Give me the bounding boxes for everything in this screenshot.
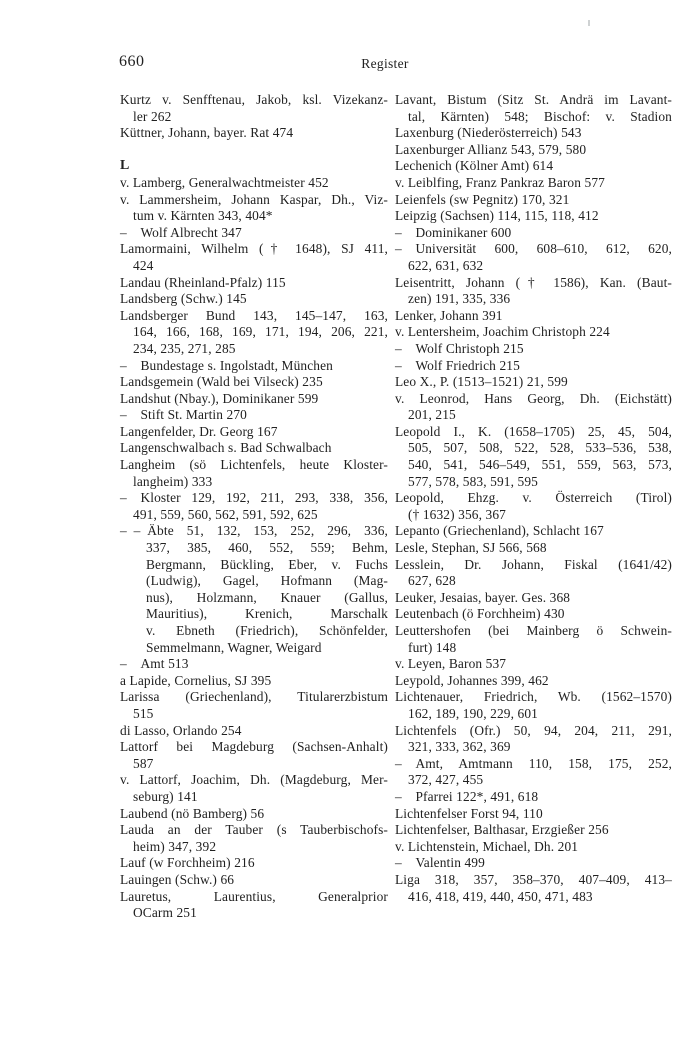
index-line: Larissa (Griechenland), Titularerzbistum	[120, 689, 388, 705]
index-line: Lattorf bei Magdeburg (Sachsen-Anhalt)	[120, 739, 388, 755]
index-line: Lepanto (Griechenland), Schlacht 167	[395, 523, 604, 539]
index-line: zen) 191, 335, 336	[408, 291, 511, 307]
index-line: Lauf (w Forchheim) 216	[120, 855, 255, 871]
index-line: – Universität 600, 608–610, 612, 620,	[395, 241, 672, 257]
index-line: Lichtenfelser, Balthasar, Erzgießer 256	[395, 822, 609, 838]
index-line: 622, 631, 632	[408, 257, 484, 273]
index-line: 515	[133, 705, 154, 721]
index-line: di Lasso, Orlando 254	[120, 722, 242, 738]
index-line: L	[120, 158, 130, 174]
index-line: Leutenbach (ö Forchheim) 430	[395, 606, 565, 622]
index-line: – Valentin 499	[395, 855, 485, 871]
index-line: Lenker, Johann 391	[395, 307, 503, 323]
index-line: v. Lamberg, Generalwachtmeister 452	[120, 174, 329, 190]
index-line: Landshut (Nbay.), Dominikaner 599	[120, 390, 319, 406]
index-line: – Bundestage s. Ingolstadt, München	[120, 357, 333, 373]
index-line: Leopold I., K. (1658–1705) 25, 45, 504,	[395, 423, 672, 439]
index-line: Lauingen (Schw.) 66	[120, 871, 235, 887]
index-line: Leo X., P. (1513–1521) 21, 599	[395, 374, 568, 390]
index-line: – Stift St. Martin 270	[120, 407, 248, 423]
index-line: Lichtenfels (Ofr.) 50, 94, 204, 211, 291,	[395, 722, 672, 738]
index-line: 372, 427, 455	[408, 772, 484, 788]
index-line: Lechenich (Kölner Amt) 614	[395, 158, 554, 174]
index-line: Lamormaini, Wilhelm († 1648), SJ 411,	[120, 241, 388, 257]
index-line: Leypold, Johannes 399, 462	[395, 672, 549, 688]
index-line: – Amt 513	[120, 656, 189, 672]
index-line: v. Leonrod, Hans Georg, Dh. (Eichstätt)	[395, 390, 672, 406]
index-line: Lavant, Bistum (Sitz St. Andrä im Lavant-	[395, 92, 672, 107]
index-line: v. Lammersheim, Johann Kaspar, Dh., Viz-	[120, 191, 388, 207]
index-line: Küttner, Johann, bayer. Rat 474	[120, 125, 294, 141]
index-line: heim) 347, 392	[133, 838, 217, 854]
index-line: – Dominikaner 600	[395, 224, 512, 240]
index-line: 234, 235, 271, 285	[133, 340, 236, 356]
index-line: v. Lattorf, Joachim, Dh. (Magdeburg, Mer-	[120, 772, 388, 788]
index-line: Lauretus, Laurentius, Generalprior	[120, 888, 388, 904]
index-line: – – Äbte 51, 132, 153, 252, 296, 336,	[120, 523, 388, 539]
index-line: Lauda an der Tauber (s Tauberbischofs-	[120, 822, 388, 838]
index-line: Kurtz v. Senfftenau, Jakob, ksl. Vizekanz-	[120, 92, 388, 107]
index-line: – Wolf Christoph 215	[395, 340, 524, 356]
index-line: Laubend (nö Bamberg) 56	[120, 805, 265, 821]
index-line: Leipzig (Sachsen) 114, 115, 118, 412	[395, 208, 599, 224]
index-line: 416, 418, 419, 440, 450, 471, 483	[408, 888, 593, 904]
index-line: Leisentritt, Johann († 1586), Kan. (Baut-	[395, 274, 672, 290]
index-line: 337, 385, 460, 552, 559; Behm,	[146, 540, 388, 556]
index-line: (Ludwig), Gagel, Hofmann (Mag-	[146, 573, 388, 589]
index-line: Leuker, Jesaias, bayer. Ges. 368	[395, 589, 571, 605]
index-line: Lesslein, Dr. Johann, Fiskal (1641/42)	[395, 556, 672, 572]
index-line: furt) 148	[408, 639, 457, 655]
index-line: tum v. Kärnten 343, 404*	[133, 208, 273, 224]
index-line: Lesle, Stephan, SJ 566, 568	[395, 540, 547, 556]
index-line: 577, 578, 583, 591, 595	[408, 473, 538, 489]
index-line: Liga 318, 357, 358–370, 407–409, 413–	[395, 871, 672, 887]
index-line: Leuttershofen (bei Mainberg ö Schwein-	[395, 623, 672, 638]
index-line: Landsberger Bund 143, 145–147, 163,	[120, 307, 388, 323]
index-line: v. Leyen, Baron 537	[395, 656, 507, 672]
index-line: († 1632) 356, 367	[408, 506, 506, 522]
index-column-right	[395, 92, 672, 905]
index-line: 164, 166, 168, 169, 171, 194, 206, 221,	[133, 324, 388, 340]
index-line: 424	[133, 257, 154, 273]
blank-line	[120, 142, 388, 159]
index-line: Mauritius), Krenich, Marschalk	[146, 606, 388, 622]
index-line: a Lapide, Cornelius, SJ 395	[120, 672, 272, 688]
index-line: 162, 189, 190, 229, 601	[408, 705, 538, 721]
index-line: 505, 507, 508, 522, 528, 533–536, 538,	[408, 440, 672, 456]
index-line: ler 262	[133, 108, 172, 124]
index-line: Laxenburger Allianz 543, 579, 580	[395, 141, 587, 157]
index-line: tal, Kärnten) 548; Bischof: v. Stadion	[408, 108, 672, 124]
index-line: Laxenburg (Niederösterreich) 543	[395, 125, 582, 141]
index-line: OCarm 251	[133, 905, 197, 921]
index-line: nus), Holzmann, Knauer (Gallus,	[146, 589, 388, 605]
index-line: langheim) 333	[133, 473, 213, 489]
index-line: Langenfelder, Dr. Georg 167	[120, 423, 278, 439]
index-line: 491, 559, 560, 562, 591, 592, 625	[133, 506, 318, 522]
index-line: v. Leiblfing, Franz Pankraz Baron 577	[395, 174, 605, 190]
index-line: 627, 628	[408, 573, 456, 589]
index-line: Leopold, Ehzg. v. Österreich (Tirol)	[395, 490, 672, 506]
index-line: seburg) 141	[133, 788, 198, 804]
index-line: Leienfels (sw Pegnitz) 170, 321	[395, 191, 570, 207]
index-line: – Kloster 129, 192, 211, 293, 338, 356,	[120, 490, 388, 506]
index-line: v. Lentersheim, Joachim Christoph 224	[395, 324, 610, 340]
index-line: 540, 541, 546–549, 551, 559, 563, 573,	[408, 457, 672, 473]
index-line: Semmelmann, Wagner, Weigard	[146, 639, 322, 655]
index-line: Landau (Rheinland-Pfalz) 115	[120, 274, 286, 290]
index-line: – Amt, Amtmann 110, 158, 175, 252,	[395, 755, 672, 771]
index-line: 321, 333, 362, 369	[408, 739, 511, 755]
index-line: 587	[133, 755, 154, 771]
index-line: Lichtenfelser Forst 94, 110	[395, 805, 543, 821]
index-line: – Pfarrei 122*, 491, 618	[395, 788, 539, 804]
index-line: Lichtenauer, Friedrich, Wb. (1562–1570)	[395, 689, 672, 705]
index-line: v. Ebneth (Friedrich), Schönfelder,	[146, 623, 388, 638]
running-title: Register	[361, 56, 409, 71]
index-line: Bergmann, Bückling, Eber, v. Fuchs	[146, 556, 388, 572]
index-line: Landsgemein (Wald bei Vilseck) 235	[120, 374, 323, 390]
index-column-left	[120, 92, 388, 922]
index-line: – Wolf Albrecht 347	[120, 224, 242, 240]
index-line: v. Lichtenstein, Michael, Dh. 201	[395, 838, 579, 854]
index-line: 201, 215	[408, 407, 456, 423]
index-line: – Wolf Friedrich 215	[395, 357, 520, 373]
index-line: Landsberg (Schw.) 145	[120, 291, 247, 307]
page-number: 660	[119, 53, 145, 70]
index-line: Langheim (sö Lichtenfels, heute Kloster-	[120, 457, 388, 473]
index-line: Langenschwalbach s. Bad Schwalbach	[120, 440, 332, 456]
scan-speck	[588, 20, 590, 26]
